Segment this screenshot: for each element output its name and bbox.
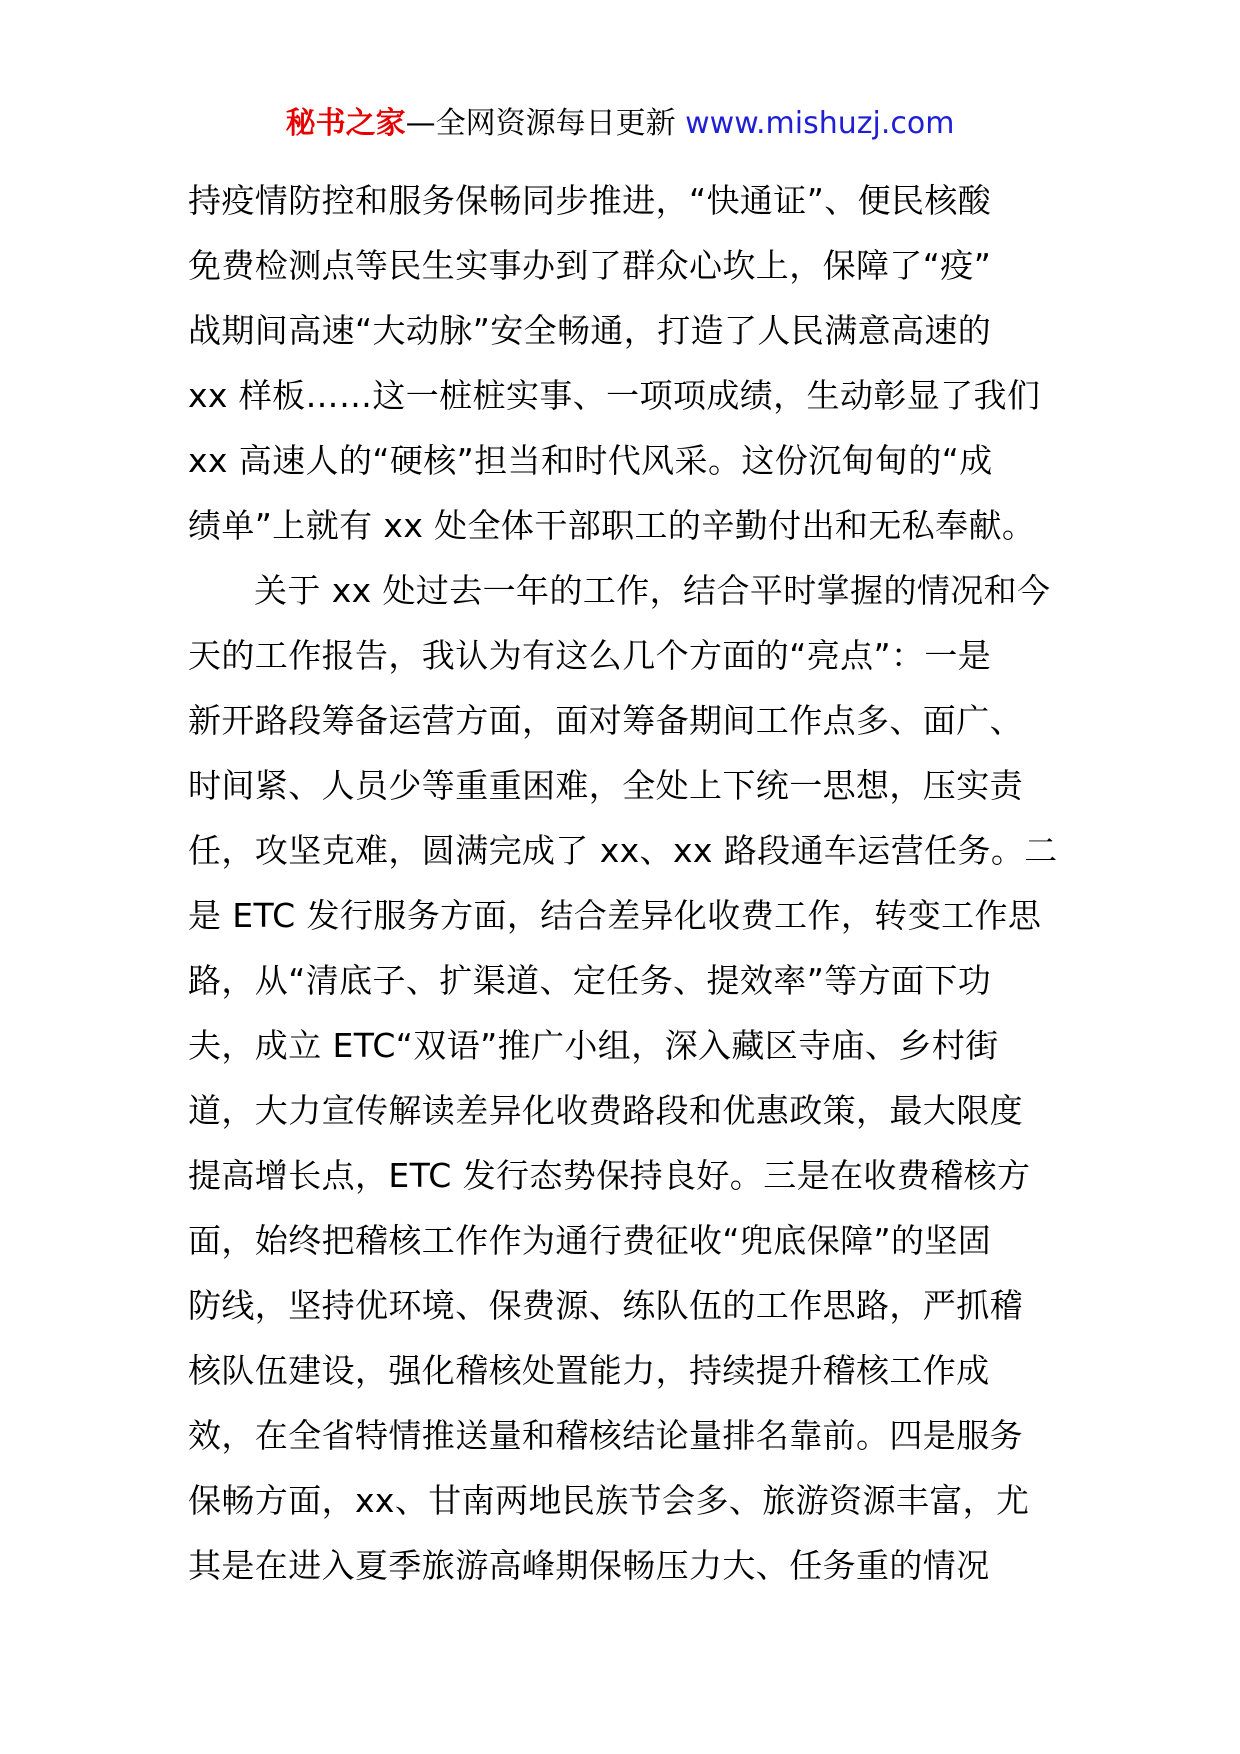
text-line: xx 样板……这一桩桩实事、一项项成绩，生动彰显了我们: [188, 376, 1041, 415]
text-line: 持疫情防控和服务保畅同步推进，“快通证”、便民核酸: [188, 181, 992, 220]
text-line: 路，从“清底子、扩渠道、定任务、提效率”等方面下功: [188, 961, 992, 1000]
body-text: [188, 168, 1058, 1598]
text-line: 道，大力宣传解读差异化收费路段和优惠政策，最大限度: [188, 1091, 1023, 1130]
text-line: 夫，成立 ETC“双语”推广小组，深入藏区寺庙、乡村街: [188, 1026, 999, 1065]
header-brand: 秘书之家: [285, 106, 406, 141]
text-line: xx 高速人的“硬核”担当和时代风采。这份沉甸甸的“成: [188, 441, 993, 480]
text-line: 免费检测点等民生实事办到了群众心坎上，保障了“疫”: [188, 246, 992, 285]
text-line: 战期间高速“大动脉”安全畅通，打造了人民满意高速的: [188, 311, 992, 350]
text-line: 核队伍建设，强化稽核处置能力，持续提升稽核工作成: [188, 1351, 990, 1390]
header-site-link[interactable]: www.mishuzj.com: [685, 106, 955, 141]
text-line: 时间紧、人员少等重重困难，全处上下统一思想，压实责: [188, 766, 1023, 805]
text-line: 提高增长点，ETC 发行态势保持良好。三是在收费稽核方: [188, 1156, 1031, 1195]
page-header: [0, 104, 1240, 144]
text-line: 任，攻坚克难，圆满完成了 xx、xx 路段通车运营任务。二: [188, 831, 1058, 870]
text-line: 新开路段筹备运营方面，面对筹备期间工作点多、面广、: [188, 701, 1023, 740]
paragraph-start-line: 关于 xx 处过去一年的工作，结合平时掌握的情况和今: [254, 571, 1051, 610]
text-line: 绩单”上就有 xx 处全体干部职工的辛勤付出和无私奉献。: [188, 506, 1036, 545]
text-line: 防线，坚持优环境、保费源、练队伍的工作思路，严抓稽: [188, 1286, 1023, 1325]
text-line: 面，始终把稽核工作作为通行费征收“兜底保障”的坚固: [188, 1221, 992, 1260]
text-line: 保畅方面，xx、甘南两地民族节会多、旅游资源丰富，尤: [188, 1481, 1030, 1520]
text-line: 天的工作报告，我认为有这么几个方面的“亮点”：一是: [188, 636, 992, 675]
text-line: 是 ETC 发行服务方面，结合差异化收费工作，转变工作思: [188, 896, 1042, 935]
text-line: 其是在进入夏季旅游高峰期保畅压力大、任务重的情况: [188, 1546, 990, 1585]
header-tagline: —全网资源每日更新: [405, 106, 676, 141]
text-line: 效，在全省特情推送量和稽核结论量排名靠前。四是服务: [188, 1416, 1023, 1455]
